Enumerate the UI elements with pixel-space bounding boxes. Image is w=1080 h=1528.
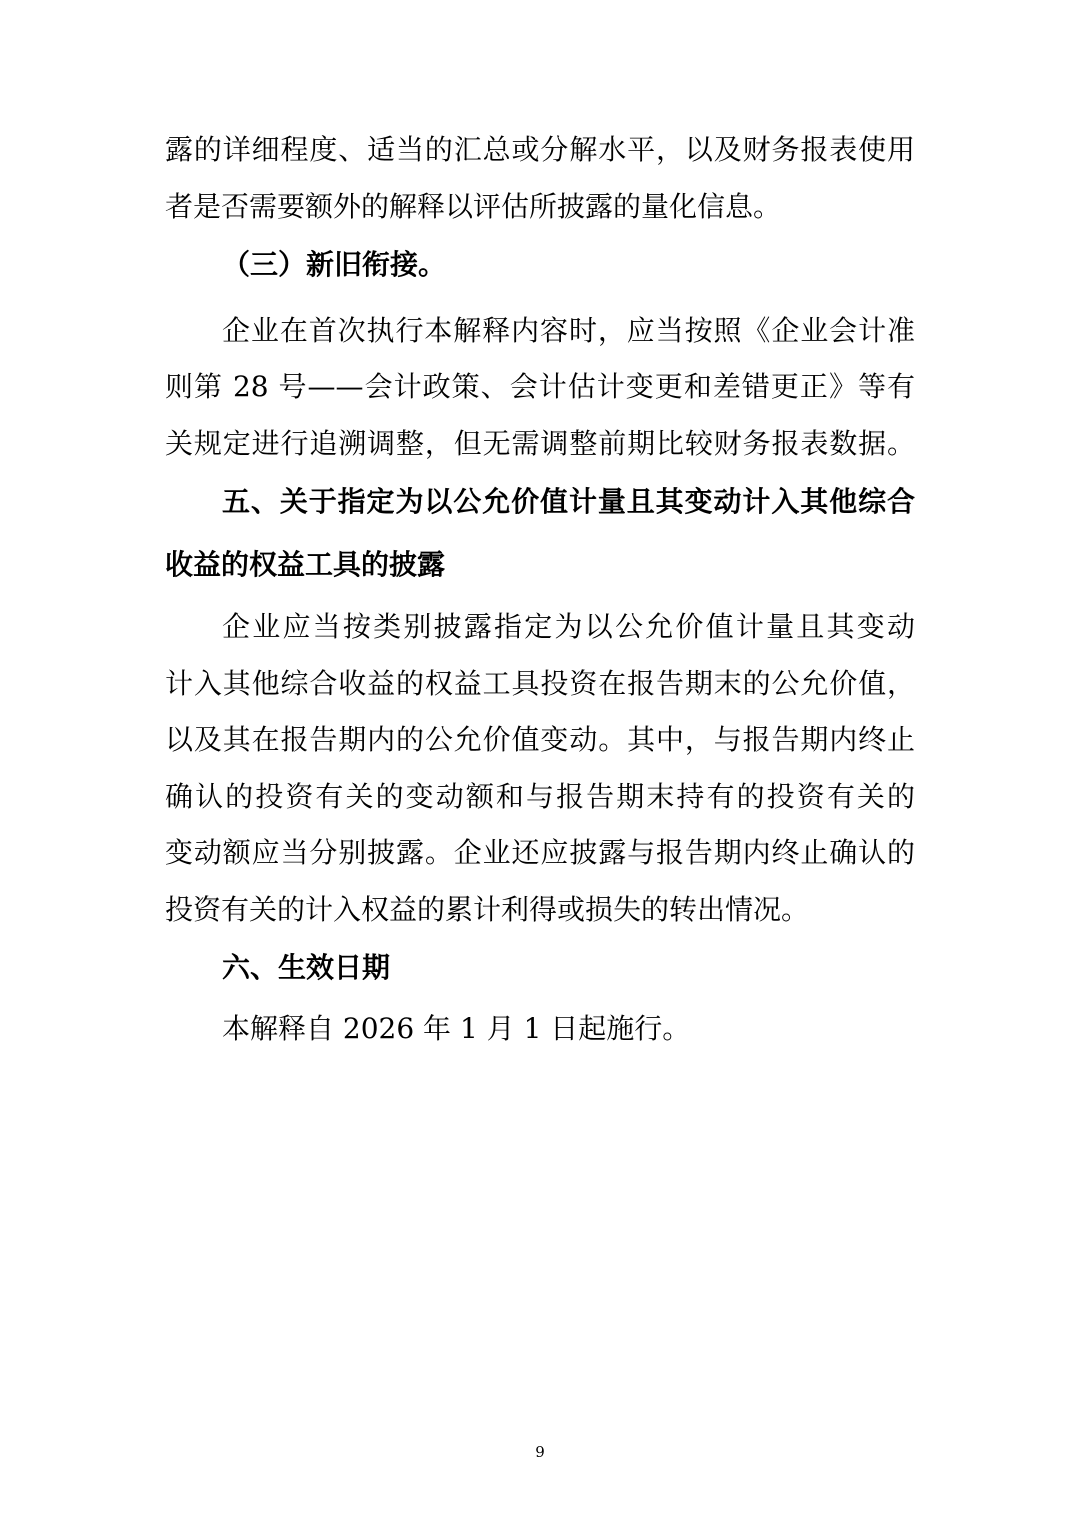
- section-heading-6: 六、生效日期: [222, 951, 391, 984]
- paragraph-line: 以及其在报告期内的公允价值变动。其中，与报告期内终止: [165, 723, 915, 756]
- paragraph-line: 则第 28 号——会计政策、会计估计变更和差错更正》等有: [165, 370, 915, 403]
- page-number: 9: [535, 1443, 545, 1461]
- paragraph-line: 确认的投资有关的变动额和与报告期末持有的投资有关的: [165, 780, 915, 813]
- paragraph-line: 企业在首次执行本解释内容时，应当按照《企业会计准: [222, 314, 915, 347]
- paragraph-line: 计入其他综合收益的权益工具投资在报告期末的公允价值，: [165, 667, 915, 700]
- subheading-transition: （三）新旧衔接。: [222, 248, 447, 281]
- section-heading-5: 五、关于指定为以公允价值计量且其变动计入其他综合: [222, 485, 915, 518]
- section-heading-5-cont: 收益的权益工具的披露: [165, 548, 446, 581]
- paragraph-line: 者是否需要额外的解释以评估所披露的量化信息。: [165, 190, 782, 223]
- paragraph-effective-date: 本解释自 2026 年 1 月 1 日起施行。: [222, 1012, 691, 1045]
- paragraph-line: 露的详细程度、适当的汇总或分解水平，以及财务报表使用: [165, 133, 915, 166]
- paragraph-line: 投资有关的计入权益的累计利得或损失的转出情况。: [165, 893, 810, 926]
- paragraph-line: 企业应当按类别披露指定为以公允价值计量且其变动: [222, 610, 915, 643]
- paragraph-line: 变动额应当分别披露。企业还应披露与报告期内终止确认的: [165, 836, 915, 869]
- paragraph-line: 关规定进行追溯调整，但无需调整前期比较财务报表数据。: [165, 427, 915, 460]
